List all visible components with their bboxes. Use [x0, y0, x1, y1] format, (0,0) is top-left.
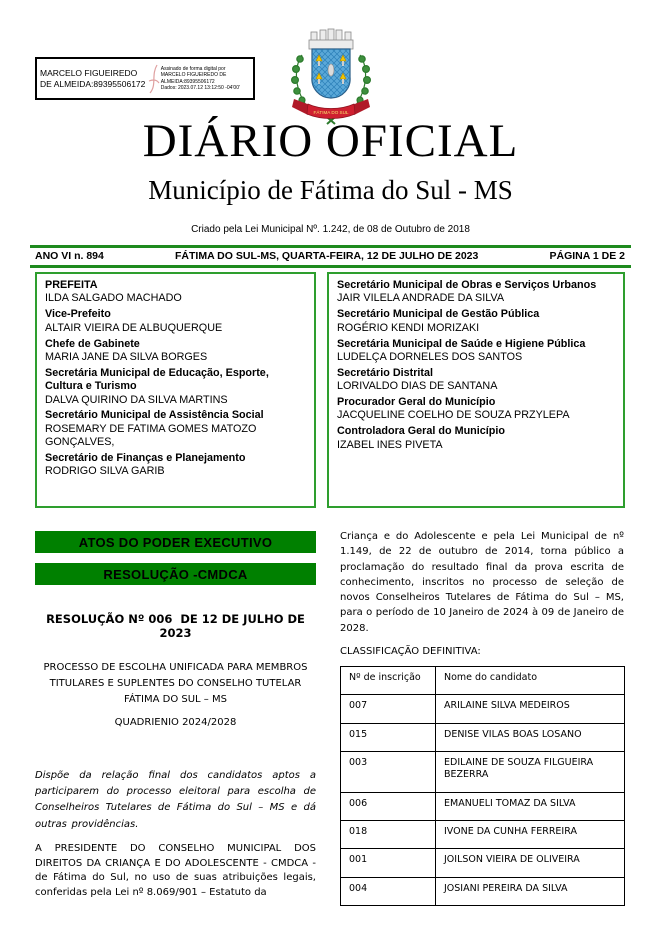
inscription-number-cell: 006 — [341, 792, 436, 820]
official-entry — [45, 452, 306, 479]
coat-of-arms-icon — [286, 27, 376, 126]
official-title: Secretário Municipal de Obras e Serviços Urbanos — [337, 279, 597, 291]
table-header-row — [341, 667, 625, 695]
official-title: PREFEITA — [45, 279, 98, 291]
official-entry — [337, 396, 615, 423]
official-name: ROGÉRIO KENDI MORIZAKI — [337, 321, 480, 334]
official-name: LUDELÇA DORNELES DOS SANTOS — [337, 350, 523, 363]
official-title: Procurador Geral do Município — [337, 396, 496, 408]
table-row — [341, 821, 625, 849]
official-title: Secretário Municipal de Assistência Social — [45, 409, 264, 422]
inscription-number-cell: 018 — [341, 821, 436, 849]
official-name: JACQUELINE COELHO DE SOUZA PRZYLEPA — [337, 409, 570, 422]
section-bar-resolucao: RESOLUÇÃO -CMDCA — [35, 563, 316, 585]
candidate-name-cell: EMANUELI TOMAZ DA SILVA — [436, 792, 625, 820]
candidate-name-cell: JOILSON VIEIRA DE OLIVEIRA — [436, 849, 625, 877]
official-entry — [337, 367, 615, 394]
inscription-header-cell: Nº de inscrição — [341, 667, 436, 695]
resolution-summary: Dispõe da relação final dos candidatos aptos a participarem do processo eleitoral para escolha de Conselheiros Tutelares de Fátima do Sul – MS e dá outras providências. — [35, 770, 316, 830]
crest-crown — [309, 29, 353, 49]
official-entry — [45, 279, 306, 306]
svg-text:FÁTIMA DO SUL: FÁTIMA DO SUL — [313, 110, 349, 115]
inscription-number-cell: 015 — [341, 723, 436, 751]
official-name: DALVA QUIRINO DA SILVA MARTINS — [45, 393, 228, 406]
page-indicator: PÁGINA 1 DE 2 — [549, 250, 625, 262]
official-title: Secretária Municipal de Educação, Esporte, Cultura e Turismo — [45, 366, 269, 393]
official-name: LORIVALDO DIAS DE SANTANA — [337, 380, 498, 393]
candidate-name-cell: ARILAINE SILVA MEDEIROS — [436, 695, 625, 723]
creation-law-line: Criado pela Lei Municipal Nº. 1.242, de 08 de Outubro de 2018 — [191, 224, 470, 235]
official-title: Secretário Municipal de Gestão Pública — [337, 308, 540, 321]
officials-box-right — [327, 272, 625, 508]
official-name: ILDA SALGADO MACHADO — [45, 292, 182, 305]
signature-flourish-icon — [148, 63, 160, 95]
edition-date: FÁTIMA DO SUL-MS, QUARTA-FEIRA, 12 DE JULHO DE 2023 — [175, 250, 479, 262]
officials-box-left — [35, 272, 316, 508]
table-row — [341, 695, 625, 723]
table-row — [341, 877, 625, 905]
official-entry — [337, 338, 615, 365]
header-rule-bottom — [30, 265, 631, 268]
signature-detail-line: MARCELO FIGUEIREDO DE — [160, 72, 227, 78]
digital-signature-box — [35, 57, 255, 100]
table-row — [341, 792, 625, 820]
official-title: Controladora Geral do Município — [337, 425, 505, 438]
gazette-title: DIÁRIO OFICIAL — [142, 115, 519, 167]
inscription-number-cell: 003 — [341, 752, 436, 793]
official-name: IZABEL INES PIVETA — [337, 438, 443, 451]
edition-number: ANO VI n. 894 — [35, 250, 104, 262]
candidate-name-cell: DENISE VILAS BOAS LOSANO — [436, 723, 625, 751]
table-row — [341, 849, 625, 877]
official-entry — [45, 338, 306, 365]
official-title: Vice-Prefeito — [45, 308, 111, 321]
signature-name: MARCELO FIGUEIREDO DE ALMEIDA:89395506172 — [40, 68, 146, 89]
official-title: Secretária Municipal de Saúde e Higiene Pública — [337, 337, 586, 350]
signature-detail-line: Assinado de forma digital por — [160, 65, 226, 72]
candidate-header-cell: Nome do candidato — [436, 667, 625, 695]
section-bar-atos: ATOS DO PODER EXECUTIVO — [35, 531, 316, 553]
official-name: JAIR VILELA ANDRADE DA SILVA — [337, 292, 505, 305]
official-title: Secretário de Finanças e Planejamento — [45, 452, 246, 464]
official-name: ALTAIR VIEIRA DE ALBUQUERQUE — [45, 321, 223, 334]
candidate-name-cell: JOSIANI PEREIRA DA SILVA — [436, 877, 625, 905]
inscription-number-cell: 001 — [341, 849, 436, 877]
quadrennium-line: QUADRIENIO 2024/2028 — [114, 717, 237, 728]
resolution-heading: RESOLUÇÃO Nº 006 DE 12 DE JULHO DE 2023 — [46, 612, 309, 640]
table-row — [341, 752, 625, 793]
candidate-name-cell: EDILAINE DE SOUZA FILGUEIRA BEZERRA — [436, 752, 625, 793]
official-entry — [45, 367, 306, 407]
gazette-subtitle: Município de Fátima do Sul - MS — [148, 175, 513, 205]
resolution-right-paragraph: Criança e do Adolescente e pela Lei Municipal de nº 1.149, de 22 de outubro de 2014, torna público a proclamação do resultado final da prova escrita de conhecimento, inscritos no processo de seleção de novos Conselheiros Tutelares de Fátima do Sul – MS, para o período de 10 Janeiro de 2024 à 09 de Janeiro de 2028. — [340, 531, 624, 634]
edition-header-bar — [35, 250, 625, 262]
official-entry — [45, 409, 306, 449]
signature-details — [161, 66, 250, 92]
process-title: PROCESSO DE ESCOLHA UNIFICADA PARA MEMBROS TITULARES E SUPLENTES DO CONSELHO TUTELAR FÁTIMA DO SUL – MS — [43, 662, 308, 705]
official-entry — [337, 425, 615, 452]
crest-center-figure — [328, 64, 334, 76]
official-title: Secretário Distrital — [337, 366, 434, 379]
candidate-name-cell: IVONE DA CUNHA FERREIRA — [436, 821, 625, 849]
official-entry — [45, 308, 306, 335]
classification-table — [340, 666, 625, 906]
table-row — [341, 723, 625, 751]
official-entry — [337, 279, 615, 306]
inscription-number-cell: 007 — [341, 695, 436, 723]
classification-label: CLASSIFICAÇÃO DEFINITIVA: — [340, 646, 481, 657]
official-name: ROSEMARY DE FATIMA GOMES MATOZO GONÇALVES, — [45, 422, 257, 449]
resolution-left-paragraph: A PRESIDENTE DO CONSELHO MUNICIPAL DOS DIREITOS DA CRIANÇA E DO ADOLESCENTE - CMDCA - de Fátima do Sul, no uso de suas atribuições legais, conferidas pela Lei nº 8.069/901 – Estatuto da — [35, 843, 316, 899]
official-entry — [337, 308, 615, 335]
official-name: MARIA JANE DA SILVA BORGES — [45, 350, 208, 363]
signature-detail-line: Dados: 2023.07.12 13:12:50 -04'00' — [160, 85, 240, 91]
official-name: RODRIGO SILVA GARIB — [45, 465, 165, 478]
official-title: Chefe de Gabinete — [45, 337, 140, 350]
signature-detail-line: ALMEIDA:89395506172 — [160, 78, 215, 85]
inscription-number-cell: 004 — [341, 877, 436, 905]
header-rule-top — [30, 245, 631, 248]
